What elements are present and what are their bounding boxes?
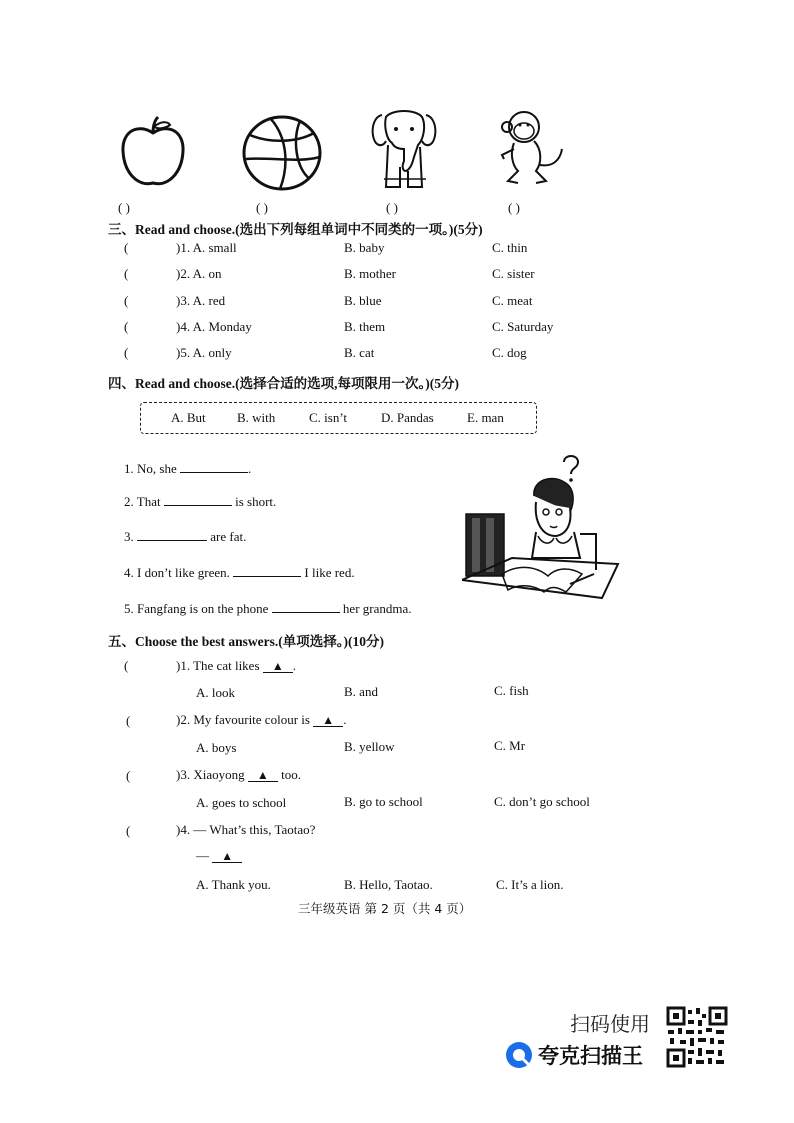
s5-question-4-reply (196, 848, 242, 864)
s5-q4-option-a: A. Thank you. (196, 877, 271, 892)
s5-question-2-stem: )2. My favourite colour is (176, 712, 310, 727)
s3-paren-1[interactable]: ( (124, 240, 129, 255)
s5-paren-4[interactable]: ( (126, 823, 131, 838)
s5-paren-1[interactable]: ( (124, 658, 129, 673)
s4-sentence-5-after: her grandma. (342, 601, 412, 616)
qr-code-icon[interactable] (666, 1006, 728, 1068)
s5-q3-option-b: B. go to school (344, 794, 423, 809)
s4-blank-2[interactable] (164, 493, 232, 506)
picture-answer-4[interactable]: ( ) (508, 200, 520, 215)
s3-option-a-1: )1. A. small (176, 240, 237, 255)
s4-sentence-5 (124, 600, 412, 617)
apple-icon (118, 115, 188, 190)
thinking-boy-illustration (462, 452, 620, 604)
s4-sentence-4-before: 4. I don’t like green. (124, 565, 230, 580)
s4-sentence-4 (124, 564, 355, 581)
s5-question-3-blank[interactable]: ▲ (248, 769, 278, 782)
s5-question-2-stem-end: . (343, 712, 347, 727)
s5-q3-option-c: C. don’t go school (494, 794, 590, 809)
s3-paren-4[interactable]: ( (124, 319, 129, 334)
s4-blank-3[interactable] (137, 528, 207, 541)
word-bank-option-b: B. with (237, 410, 276, 425)
s4-sentence-3 (124, 528, 246, 545)
section3-title: 三、Read and choose.(选出下列每组单词中不同类的一项。)(5分) (108, 222, 483, 237)
s3-option-a-2: )2. A. on (176, 266, 222, 281)
s3-option-c-1: C. thin (492, 240, 528, 255)
s5-q2-option-a: A. boys (196, 740, 237, 755)
s3-option-c-2: C. sister (492, 266, 535, 281)
s5-question-4: )4. — What’s this, Taotao? (176, 822, 316, 837)
s4-sentence-5-before: 5. Fangfang is on the phone (124, 601, 269, 616)
s3-paren-3[interactable]: ( (124, 293, 129, 308)
s5-question-3 (176, 767, 301, 783)
section4-title: 四、Read and choose.(选择合适的选项,每项限用一次。)(5分) (108, 376, 459, 391)
s3-paren-5[interactable]: ( (124, 345, 129, 360)
s5-paren-3[interactable]: ( (126, 768, 131, 783)
picture-answer-2[interactable]: ( ) (256, 200, 268, 215)
section5-title: 五、Choose the best answers.(单项选择。)(10分) (108, 634, 384, 649)
s3-option-b-3: B. blue (344, 293, 382, 308)
picture-answer-1[interactable]: ( ) (118, 200, 130, 215)
page-footer: 三年级英语 第 2 页（共 4 页） (298, 901, 472, 916)
picture-answer-3[interactable]: ( ) (386, 200, 398, 215)
word-bank-option-a: A. But (171, 410, 206, 425)
quark-logo-icon (504, 1040, 534, 1070)
scan-label: 扫码使用 (570, 1012, 650, 1036)
s3-option-a-3: )3. A. red (176, 293, 226, 308)
basketball-icon (240, 113, 324, 193)
s5-question-1-stem-end: . (292, 658, 297, 673)
s4-sentence-1-before: 1. No, she (124, 461, 177, 476)
s5-question-1-stem: )1. The cat likes (176, 658, 260, 673)
s5-question-3-stem-end: too. (281, 767, 301, 782)
s5-q4-option-b: B. Hello, Taotao. (344, 877, 433, 892)
s5-question-4-blank[interactable]: ▲ (212, 850, 242, 863)
s3-option-b-2: B. mother (344, 266, 396, 281)
s4-sentence-3-after: are fat. (210, 529, 247, 544)
s3-option-a-4: )4. A. Monday (176, 319, 252, 334)
s3-option-c-4: C. Saturday (492, 319, 554, 334)
s5-question-3-stem: )3. Xiaoyong (176, 767, 245, 782)
s5-q3-option-a: A. goes to school (196, 795, 287, 810)
s5-question-1-blank[interactable]: ▲ (263, 660, 293, 673)
elephant-icon (368, 105, 440, 193)
scan-brand: 夸克扫描王 (538, 1044, 643, 1068)
s5-q2-option-b: B. yellow (344, 739, 395, 754)
s5-q4-option-c: C. It’s a lion. (496, 877, 564, 892)
s5-q1-option-c: C. fish (494, 683, 529, 698)
s4-blank-4[interactable] (233, 564, 301, 577)
s4-sentence-1 (124, 460, 251, 477)
monkey-icon (490, 105, 568, 189)
s5-paren-2[interactable]: ( (126, 713, 131, 728)
s4-sentence-2-after: is short. (235, 494, 277, 509)
s4-sentence-2-before: 2. That (124, 494, 161, 509)
s4-sentence-4-after: I like red. (304, 565, 355, 580)
s5-question-2 (176, 712, 346, 728)
s3-option-b-4: B. them (344, 319, 386, 334)
s4-sentence-1-after: . (247, 461, 252, 476)
s5-question-2-blank[interactable]: ▲ (313, 714, 343, 727)
s4-blank-5[interactable] (272, 600, 340, 613)
word-bank-option-e: E. man (467, 410, 504, 425)
s5-question-1 (176, 658, 296, 674)
word-bank-option-d: D. Pandas (381, 410, 434, 425)
s3-option-a-5: )5. A. only (176, 345, 232, 360)
word-bank-box (140, 402, 537, 434)
word-bank-option-c: C. isn’t (309, 410, 348, 425)
s5-q2-option-c: C. Mr (494, 738, 526, 753)
s3-option-b-5: B. cat (344, 345, 375, 360)
s5-q1-option-b: B. and (344, 684, 378, 699)
s3-option-b-1: B. baby (344, 240, 385, 255)
s3-paren-2[interactable]: ( (124, 266, 129, 281)
s5-q1-option-a: A. look (196, 685, 235, 700)
s4-blank-1[interactable] (180, 460, 248, 473)
s3-option-c-5: C. dog (492, 345, 527, 360)
s4-sentence-2 (124, 493, 276, 510)
s3-option-c-3: C. meat (492, 293, 533, 308)
s4-sentence-3-before: 3. (124, 529, 134, 544)
s5-question-4-dash: — (196, 848, 209, 863)
